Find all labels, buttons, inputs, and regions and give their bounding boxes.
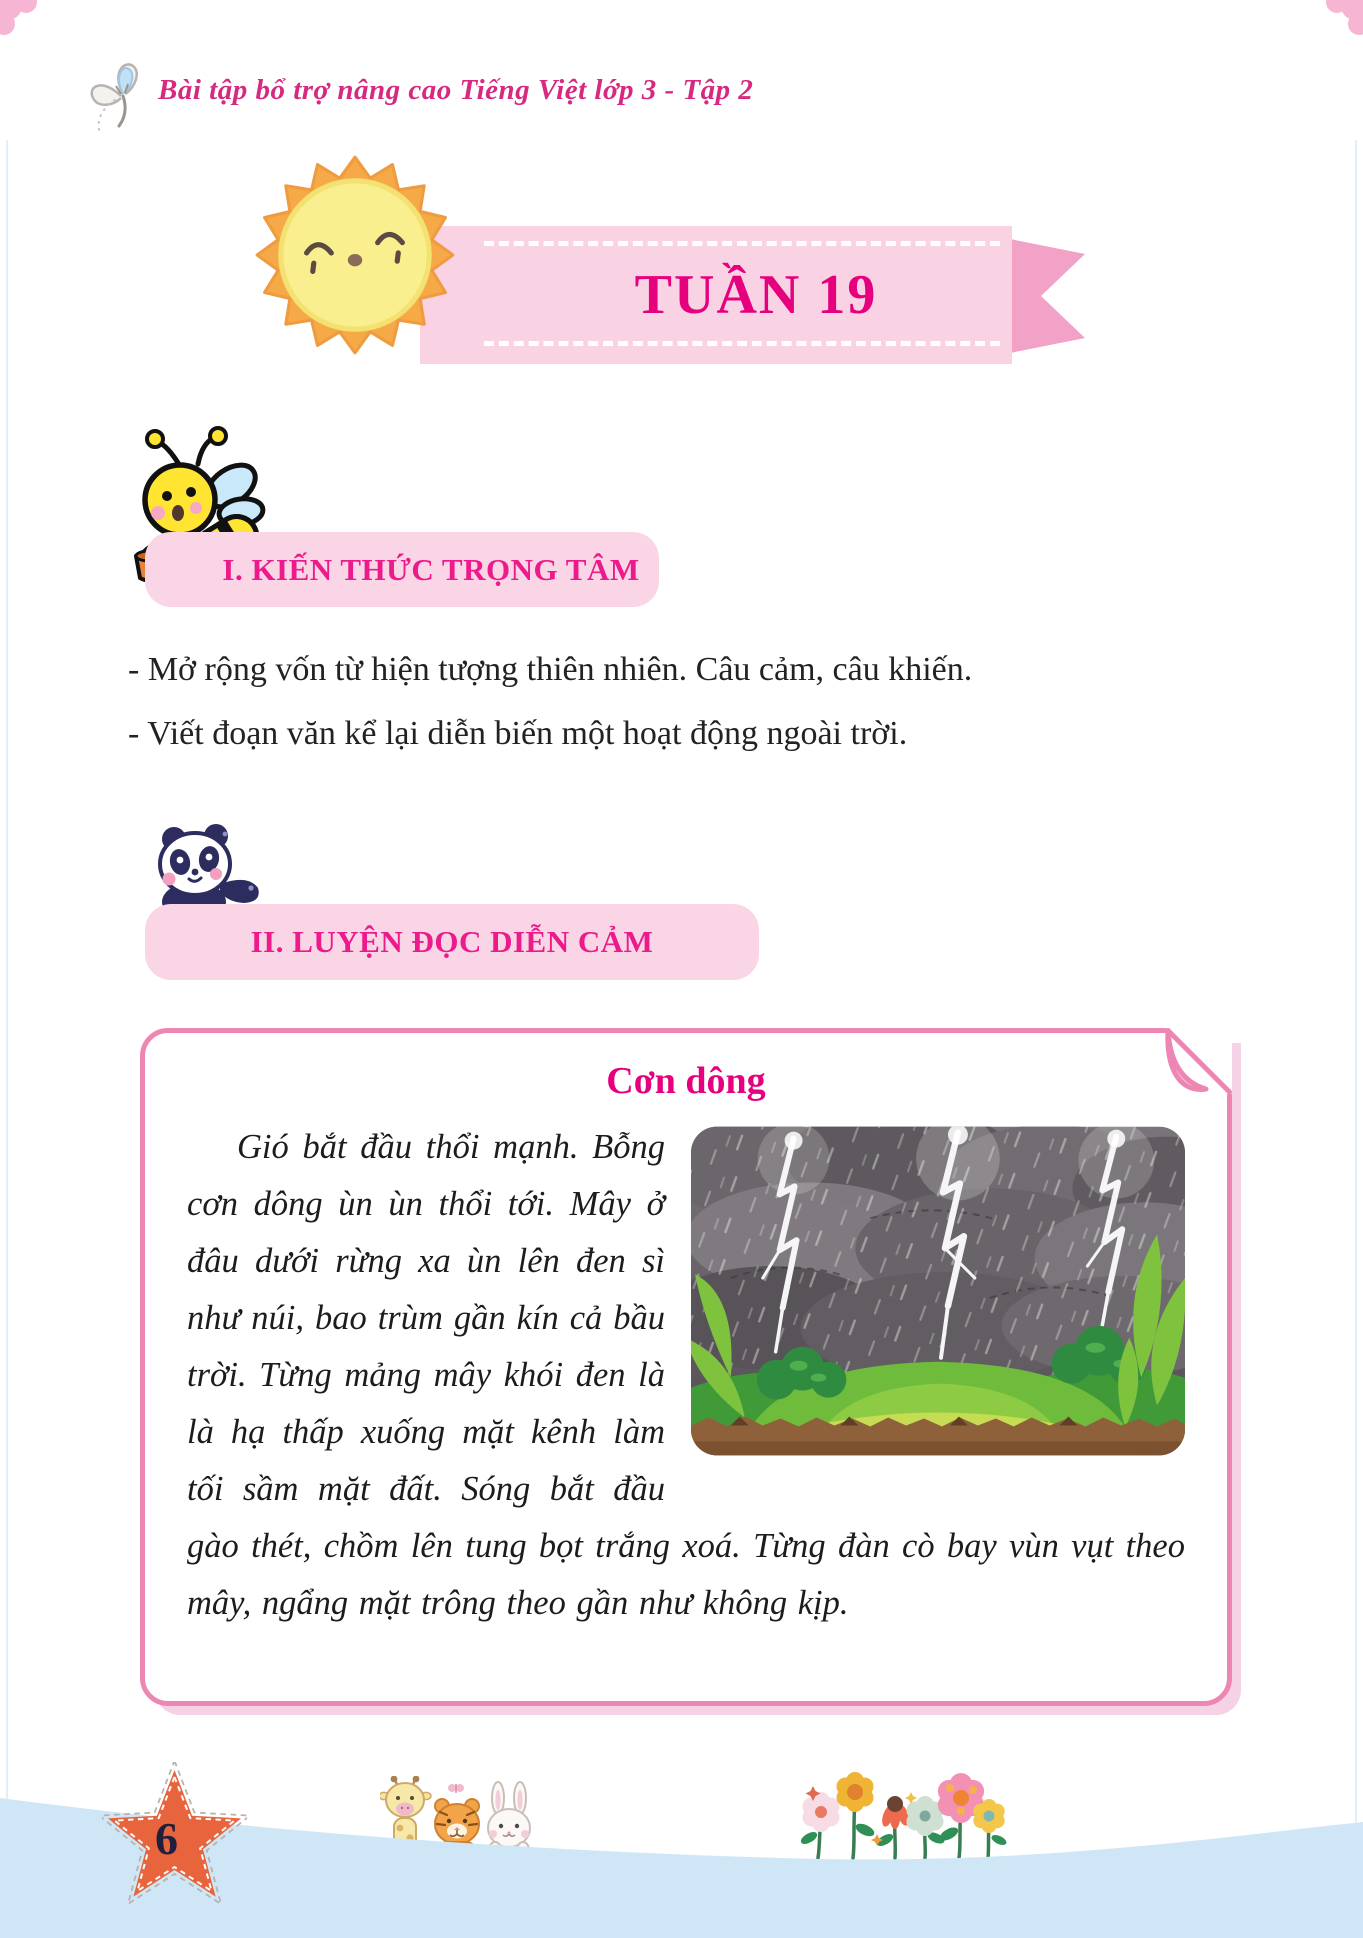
star-badge	[102, 1762, 247, 1914]
knowledge-bullet-1: - Mở rộng vốn từ hiện tượng thiên nhiên. Câu cảm, câu khiến.	[128, 651, 973, 688]
page-edge-right	[1355, 140, 1357, 1938]
storm-illustration	[691, 1125, 1185, 1457]
passage-title: Cơn dông	[606, 1060, 766, 1102]
butterfly-icon	[85, 56, 160, 134]
corner-decoration-right	[1311, 0, 1363, 44]
section-heading-knowledge	[145, 532, 659, 607]
knowledge-bullet-2: - Viết đoạn văn kể lại diễn biến một hoạt động ngoài trời.	[128, 715, 908, 752]
page-edge-left	[6, 140, 8, 1938]
page-number: 6	[155, 1813, 178, 1864]
week-banner	[420, 226, 1012, 364]
reading-card	[140, 1028, 1232, 1706]
passage-body	[145, 1103, 1227, 1632]
section-heading-reading-label: II. LUYỆN ĐỌC DIỄN CẢM	[250, 924, 654, 959]
sun-icon	[252, 152, 458, 358]
week-banner-label: TUẦN 19	[634, 264, 878, 326]
corner-decoration-left	[0, 0, 52, 44]
book-title: Bài tập bổ trợ nâng cao Tiếng Việt lớp 3 - Tập 2	[158, 74, 754, 106]
section-heading-reading	[145, 904, 759, 980]
page-fold-corner	[1110, 1028, 1232, 1150]
passage-text: Gió bắt đầu thổi mạnh. Bỗng cơn dông ùn ùn thổi tới. Mây ở đâu dưới rừng xa ùn lên đen sì như núi, bao trùm gần kín cả bầu trời. Từng mảng mây khói đen là là hạ thấp xuống mặt kênh làm tối sầm mặt đất. Sóng bắt đầu gào thét, chồm lên tung bọt trắng xoá. Từng đàn cò bay vùn vụt theo mây, ngẩng mặt trông theo gần như không kịp.	[187, 1128, 1185, 1622]
section-heading-knowledge-label: I. KIẾN THỨC TRỌNG TÂM	[222, 551, 640, 587]
